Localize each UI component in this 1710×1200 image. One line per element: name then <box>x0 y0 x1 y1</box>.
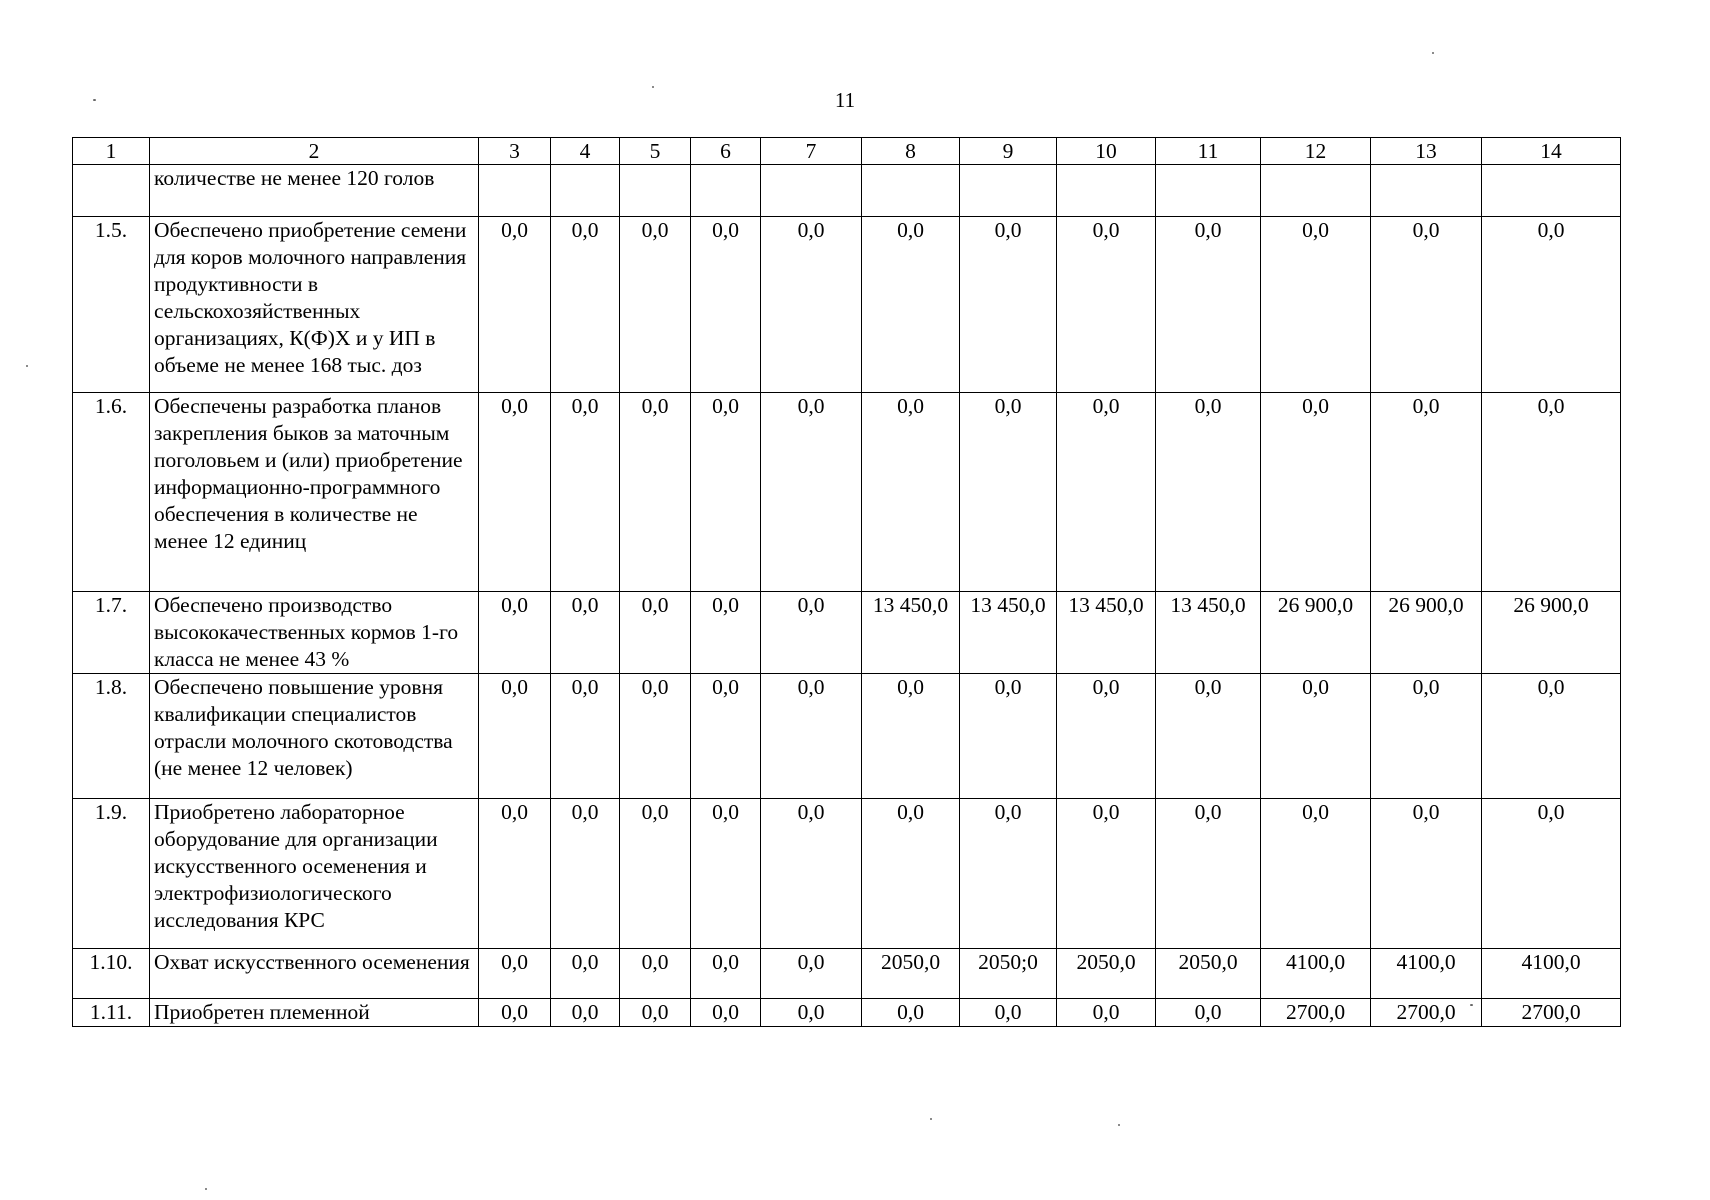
value-cell-col-12: 26 900,0 <box>1261 592 1371 674</box>
value-cell-col-9: 0,0 <box>960 799 1057 949</box>
value-cell-col-10: 0,0 <box>1057 393 1156 592</box>
column-header-7: 7 <box>761 138 862 165</box>
table-body <box>73 165 1621 1027</box>
value-cell-col-14: 4100,0 <box>1482 949 1621 999</box>
row-number-cell: 1.5. <box>73 217 150 393</box>
value-cell-col-4: 0,0 <box>551 799 620 949</box>
value-cell-col-3: 0,0 <box>479 799 551 949</box>
value-cell-col-10: 13 450,0 <box>1057 592 1156 674</box>
value-cell-col-6 <box>691 165 761 217</box>
value-cell-col-11: 0,0 <box>1156 674 1261 799</box>
value-cell-col-14 <box>1482 165 1621 217</box>
scan-speck <box>26 365 28 367</box>
value-cell-col-10: 0,0 <box>1057 217 1156 393</box>
value-cell-col-7: 0,0 <box>761 393 862 592</box>
value-cell-col-8: 2050,0 <box>862 949 960 999</box>
value-cell-col-7: 0,0 <box>761 799 862 949</box>
value-cell-col-14: 0,0 <box>1482 799 1621 949</box>
column-header-12: 12 <box>1261 138 1371 165</box>
value-cell-col-8: 0,0 <box>862 393 960 592</box>
value-cell-col-4: 0,0 <box>551 217 620 393</box>
value-cell-col-5: 0,0 <box>620 999 691 1027</box>
column-header-11: 11 <box>1156 138 1261 165</box>
value-cell-col-9: 2050;0 <box>960 949 1057 999</box>
row-number-cell: 1.8. <box>73 674 150 799</box>
table-row <box>73 592 1621 674</box>
value-cell-col-14: 2700,0 <box>1482 999 1621 1027</box>
value-cell-col-7: 0,0 <box>761 592 862 674</box>
description-cell: Обеспечено производство высококачественных кормов 1-го класса не менее 43 % <box>150 592 479 674</box>
value-cell-col-13: 4100,0 <box>1371 949 1482 999</box>
value-cell-col-5 <box>620 165 691 217</box>
value-cell-col-13: 0,0 <box>1371 217 1482 393</box>
value-cell-col-3 <box>479 165 551 217</box>
value-cell-col-3: 0,0 <box>479 393 551 592</box>
value-cell-col-6: 0,0 <box>691 217 761 393</box>
value-cell-col-10 <box>1057 165 1156 217</box>
scan-speck <box>1118 1124 1120 1126</box>
value-cell-col-7 <box>761 165 862 217</box>
table-row <box>73 949 1621 999</box>
row-number-cell <box>73 165 150 217</box>
value-cell-col-8: 0,0 <box>862 999 960 1027</box>
value-cell-col-10: 2050,0 <box>1057 949 1156 999</box>
column-header-2: 2 <box>150 138 479 165</box>
value-cell-col-8: 0,0 <box>862 217 960 393</box>
value-cell-col-14: 0,0 <box>1482 217 1621 393</box>
value-cell-col-12 <box>1261 165 1371 217</box>
value-cell-col-11: 0,0 <box>1156 393 1261 592</box>
column-header-8: 8 <box>862 138 960 165</box>
scan-speck <box>930 1118 932 1120</box>
row-number-cell: 1.6. <box>73 393 150 592</box>
column-header-10: 10 <box>1057 138 1156 165</box>
value-cell-col-8: 0,0 <box>862 799 960 949</box>
description-cell: Приобретен племенной <box>150 999 479 1027</box>
table-row <box>73 393 1621 592</box>
value-cell-col-13: 2700,0 <box>1371 999 1482 1027</box>
value-cell-col-8: 13 450,0 <box>862 592 960 674</box>
description-cell: количестве не менее 120 голов <box>150 165 479 217</box>
value-cell-col-5: 0,0 <box>620 393 691 592</box>
scan-speck <box>93 99 96 101</box>
value-cell-col-9: 0,0 <box>960 674 1057 799</box>
table-row <box>73 674 1621 799</box>
value-cell-col-6: 0,0 <box>691 674 761 799</box>
value-cell-col-6: 0,0 <box>691 949 761 999</box>
value-cell-col-5: 0,0 <box>620 799 691 949</box>
header-row <box>73 138 1621 165</box>
column-header-1: 1 <box>73 138 150 165</box>
value-cell-col-3: 0,0 <box>479 217 551 393</box>
value-cell-col-4: 0,0 <box>551 592 620 674</box>
value-cell-col-6: 0,0 <box>691 999 761 1027</box>
value-cell-col-5: 0,0 <box>620 949 691 999</box>
column-header-13: 13 <box>1371 138 1482 165</box>
value-cell-col-12: 0,0 <box>1261 674 1371 799</box>
value-cell-col-11: 0,0 <box>1156 217 1261 393</box>
column-header-4: 4 <box>551 138 620 165</box>
value-cell-col-8 <box>862 165 960 217</box>
description-cell: Обеспечены разработка планов закрепления быков за маточным поголовьем и (или) приобретение информационно-программного обеспечения в количестве не менее 12 единиц <box>150 393 479 592</box>
value-cell-col-3: 0,0 <box>479 592 551 674</box>
value-cell-col-8: 0,0 <box>862 674 960 799</box>
value-cell-col-9: 0,0 <box>960 217 1057 393</box>
table-row <box>73 999 1621 1027</box>
value-cell-col-4: 0,0 <box>551 949 620 999</box>
value-cell-col-3: 0,0 <box>479 674 551 799</box>
scan-speck <box>205 1188 207 1190</box>
row-number-cell: 1.11. <box>73 999 150 1027</box>
table-row <box>73 165 1621 217</box>
value-cell-col-7: 0,0 <box>761 999 862 1027</box>
description-cell: Охват искусственного осеменения <box>150 949 479 999</box>
value-cell-col-12: 0,0 <box>1261 217 1371 393</box>
value-cell-col-11 <box>1156 165 1261 217</box>
column-header-6: 6 <box>691 138 761 165</box>
value-cell-col-4: 0,0 <box>551 393 620 592</box>
value-cell-col-6: 0,0 <box>691 393 761 592</box>
value-cell-col-4 <box>551 165 620 217</box>
value-cell-col-14: 0,0 <box>1482 393 1621 592</box>
value-cell-col-5: 0,0 <box>620 217 691 393</box>
value-cell-col-13: 0,0 <box>1371 674 1482 799</box>
page-number: 11 <box>834 88 856 112</box>
value-cell-col-6: 0,0 <box>691 592 761 674</box>
column-header-3: 3 <box>479 138 551 165</box>
value-cell-col-5: 0,0 <box>620 674 691 799</box>
table-row <box>73 217 1621 393</box>
description-cell: Приобретено лабораторное оборудование для организации искусственного осеменения и электрофизиологического исследования КРС <box>150 799 479 949</box>
value-cell-col-4: 0,0 <box>551 674 620 799</box>
value-cell-col-9: 0,0 <box>960 999 1057 1027</box>
description-cell: Обеспечено повышение уровня квалификации специалистов отрасли молочного скотоводства (не менее 12 человек) <box>150 674 479 799</box>
value-cell-col-10: 0,0 <box>1057 999 1156 1027</box>
description-cell: Обеспечено приобретение семени для коров молочного направления продуктивности в сельскохозяйственных организациях, К(Ф)Х и у ИП в объеме не менее 168 тыс. доз <box>150 217 479 393</box>
value-cell-col-11: 0,0 <box>1156 999 1261 1027</box>
column-header-5: 5 <box>620 138 691 165</box>
scan-speck <box>652 86 654 88</box>
value-cell-col-7: 0,0 <box>761 674 862 799</box>
value-cell-col-9 <box>960 165 1057 217</box>
value-cell-col-5: 0,0 <box>620 592 691 674</box>
data-table <box>72 137 1621 1027</box>
row-number-cell: 1.9. <box>73 799 150 949</box>
value-cell-col-7: 0,0 <box>761 217 862 393</box>
row-number-cell: 1.7. <box>73 592 150 674</box>
value-cell-col-11: 0,0 <box>1156 799 1261 949</box>
value-cell-col-4: 0,0 <box>551 999 620 1027</box>
scan-speck <box>1470 1004 1473 1006</box>
value-cell-col-3: 0,0 <box>479 999 551 1027</box>
column-header-14: 14 <box>1482 138 1621 165</box>
value-cell-col-10: 0,0 <box>1057 799 1156 949</box>
scan-speck <box>1432 52 1434 54</box>
value-cell-col-13: 26 900,0 <box>1371 592 1482 674</box>
row-number-cell: 1.10. <box>73 949 150 999</box>
value-cell-col-13: 0,0 <box>1371 799 1482 949</box>
value-cell-col-12: 0,0 <box>1261 799 1371 949</box>
value-cell-col-9: 13 450,0 <box>960 592 1057 674</box>
value-cell-col-11: 2050,0 <box>1156 949 1261 999</box>
column-header-9: 9 <box>960 138 1057 165</box>
value-cell-col-12: 0,0 <box>1261 393 1371 592</box>
value-cell-col-9: 0,0 <box>960 393 1057 592</box>
value-cell-col-13: 0,0 <box>1371 393 1482 592</box>
value-cell-col-12: 2700,0 <box>1261 999 1371 1027</box>
table-row <box>73 799 1621 949</box>
value-cell-col-13 <box>1371 165 1482 217</box>
value-cell-col-12: 4100,0 <box>1261 949 1371 999</box>
value-cell-col-14: 0,0 <box>1482 674 1621 799</box>
value-cell-col-10: 0,0 <box>1057 674 1156 799</box>
value-cell-col-7: 0,0 <box>761 949 862 999</box>
value-cell-col-3: 0,0 <box>479 949 551 999</box>
value-cell-col-11: 13 450,0 <box>1156 592 1261 674</box>
value-cell-col-6: 0,0 <box>691 799 761 949</box>
value-cell-col-14: 26 900,0 <box>1482 592 1621 674</box>
